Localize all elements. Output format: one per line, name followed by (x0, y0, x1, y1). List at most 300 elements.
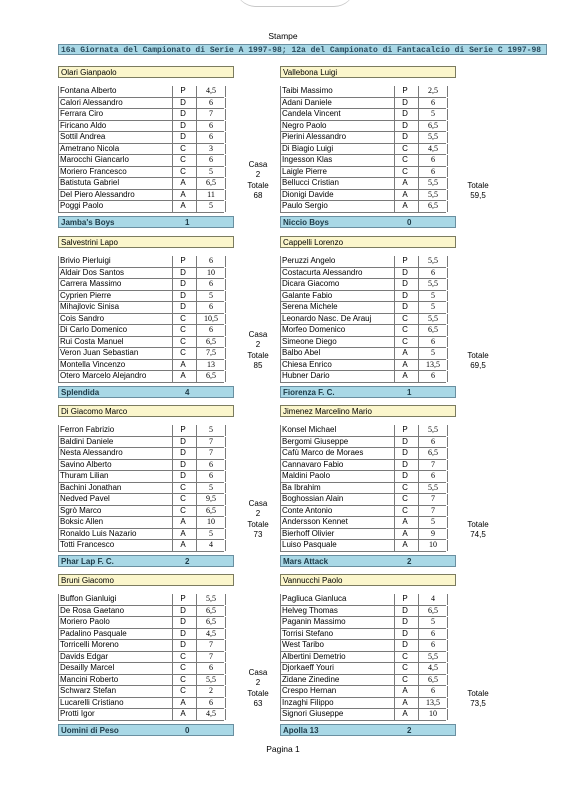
player-role: D (180, 617, 186, 626)
row-divider (172, 617, 173, 629)
player-row (280, 144, 446, 156)
row-divider (58, 483, 59, 495)
home-team-name: Jamba's Boys (61, 217, 115, 227)
player-vote: 5 (418, 617, 448, 628)
player-row (280, 675, 446, 687)
player-name: Taibi Massimo (282, 86, 333, 95)
away-total: 73,5 (470, 699, 486, 708)
player-row (280, 471, 446, 483)
home-team-result (58, 386, 234, 398)
home-total: 68 (253, 191, 263, 200)
player-role: C (180, 663, 186, 672)
player-name: Cois Sandro (60, 313, 105, 323)
row-divider (58, 302, 59, 314)
home-roster (58, 256, 224, 383)
row-divider (280, 606, 281, 618)
player-role: D (402, 302, 408, 311)
row-divider (172, 167, 173, 179)
row-divider (58, 494, 59, 506)
player-name: Baldini Daniele (60, 436, 114, 446)
row-divider (280, 640, 281, 652)
player-role: P (180, 86, 186, 95)
player-name: Candela Vincent (282, 109, 341, 118)
player-vote: 5,5 (196, 594, 226, 605)
player-role: D (180, 628, 186, 638)
player-row (280, 640, 446, 652)
row-divider (58, 86, 59, 98)
row-divider (280, 325, 281, 337)
player-row (280, 291, 446, 303)
row-divider (280, 144, 281, 156)
row-divider (58, 109, 59, 121)
casa-label: Casa (248, 159, 268, 169)
player-vote: 5 (196, 483, 226, 494)
away-total: 59,5 (470, 191, 486, 200)
player-vote: 5 (418, 517, 448, 528)
player-name: Torricelli Moreno (60, 640, 119, 649)
row-divider (172, 494, 173, 506)
player-name: Mihajlovic Sinisa (60, 302, 120, 311)
row-divider (280, 471, 281, 483)
player-vote: 11 (196, 190, 226, 201)
player-name: Di Biagio Luigi (282, 143, 334, 153)
row-divider (280, 437, 281, 449)
player-vote: 6,5 (418, 606, 448, 617)
player-name: Otero Marcelo Alejandro (60, 371, 147, 380)
row-divider (280, 190, 281, 202)
row-divider (172, 256, 173, 268)
row-divider (280, 517, 281, 529)
row-divider (394, 279, 395, 291)
player-vote: 13,5 (418, 698, 448, 709)
player-role: C (180, 143, 186, 153)
player-name: Protti Igor (60, 709, 95, 718)
player-row (58, 686, 224, 698)
player-row (280, 268, 446, 280)
player-vote: 6,5 (196, 506, 226, 517)
player-name: Ba Ibrahim (282, 482, 321, 492)
player-vote: 6 (418, 640, 448, 651)
row-divider (280, 314, 281, 326)
player-row (58, 471, 224, 483)
player-role: D (402, 448, 408, 457)
row-divider (58, 594, 59, 606)
player-row (58, 606, 224, 618)
player-row (58, 629, 224, 641)
player-name: Brivio Pierluigi (60, 256, 111, 265)
player-vote: 6 (196, 471, 226, 482)
row-divider (280, 178, 281, 190)
row-divider (58, 460, 59, 472)
player-row (58, 506, 224, 518)
row-divider (172, 98, 173, 110)
player-row (280, 709, 446, 721)
player-row (280, 201, 446, 213)
player-name: Totti Francesco (60, 540, 115, 549)
casa-value: 2 (255, 678, 261, 687)
player-role: C (180, 674, 186, 684)
row-divider (280, 132, 281, 144)
player-name: Chiesa Enrico (282, 359, 332, 369)
row-divider (172, 540, 173, 552)
row-divider (280, 268, 281, 280)
player-role: C (180, 313, 186, 323)
player-vote: 4 (418, 594, 448, 605)
row-divider (58, 314, 59, 326)
player-role: C (402, 143, 408, 153)
player-role: A (180, 528, 186, 538)
row-divider (58, 698, 59, 710)
player-vote: 10 (196, 268, 226, 279)
player-vote: 6 (418, 167, 448, 178)
away-roster (280, 86, 446, 213)
player-row (58, 178, 224, 190)
player-name: Conte Antonio (282, 505, 333, 515)
row-divider (280, 337, 281, 349)
row-divider (394, 178, 395, 190)
player-role: A (402, 189, 408, 199)
row-divider (394, 348, 395, 360)
player-name: Ingesson Klas (282, 155, 333, 164)
player-name: Negro Paolo (282, 120, 327, 130)
row-divider (394, 494, 395, 506)
row-divider (58, 348, 59, 360)
home-score: 2 (185, 556, 190, 566)
player-role: C (402, 651, 408, 661)
player-vote: 6 (196, 256, 226, 267)
row-divider (58, 337, 59, 349)
row-divider (394, 425, 395, 437)
player-name: Del Piero Alessandro (60, 189, 135, 199)
player-row (58, 348, 224, 360)
player-row (280, 256, 446, 268)
row-divider (394, 325, 395, 337)
player-row (58, 279, 224, 291)
row-divider (58, 291, 59, 303)
row-divider (172, 360, 173, 372)
player-vote: 5,5 (418, 425, 448, 436)
row-divider (394, 483, 395, 495)
player-name: Bierhoff Olivier (282, 528, 335, 538)
row-divider (172, 709, 173, 721)
row-divider (172, 348, 173, 360)
player-name: Simeone Diego (282, 336, 337, 346)
player-vote: 2 (196, 686, 226, 697)
player-name: Albertini Demetrio (282, 651, 346, 661)
player-role: A (180, 540, 186, 549)
player-row (58, 144, 224, 156)
player-row (58, 448, 224, 460)
away-score: 1 (407, 387, 412, 397)
player-name: Konsel Michael (282, 425, 337, 434)
player-role: A (180, 178, 186, 187)
row-divider (58, 256, 59, 268)
player-role: A (180, 189, 186, 199)
player-vote: 4,5 (196, 629, 226, 640)
player-name: Aldair Dos Santos (60, 267, 125, 277)
row-divider (394, 617, 395, 629)
player-vote: 6 (418, 437, 448, 448)
player-role: D (180, 640, 186, 649)
player-role: C (402, 166, 408, 176)
player-vote: 5 (196, 529, 226, 540)
player-row (280, 663, 446, 675)
player-name: Sottil Andrea (60, 132, 106, 141)
player-row (280, 698, 446, 710)
row-divider (58, 652, 59, 664)
row-divider (172, 529, 173, 541)
player-row (58, 132, 224, 144)
player-role: D (180, 302, 186, 311)
row-divider (394, 629, 395, 641)
row-divider (394, 121, 395, 133)
row-divider (58, 144, 59, 156)
player-row (280, 190, 446, 202)
row-divider (58, 155, 59, 167)
player-name: Paganin Massimo (282, 617, 346, 626)
player-role: C (402, 336, 408, 346)
player-role: D (402, 628, 408, 638)
player-name: Padalino Pasquale (60, 628, 127, 638)
row-divider (394, 201, 395, 213)
player-name: Cannavaro Fabio (282, 459, 344, 469)
row-divider (172, 291, 173, 303)
row-divider (394, 652, 395, 664)
player-name: Moriero Paolo (60, 617, 110, 626)
player-role: A (402, 178, 408, 187)
player-row (58, 517, 224, 529)
row-divider (394, 448, 395, 460)
player-row (280, 617, 446, 629)
row-divider (280, 629, 281, 641)
player-role: C (402, 505, 408, 515)
row-divider (172, 698, 173, 710)
player-row (280, 529, 446, 541)
player-row (280, 425, 446, 437)
player-row (58, 640, 224, 652)
player-name: Helveg Thomas (282, 605, 338, 615)
player-vote: 6,5 (196, 617, 226, 628)
player-role: D (180, 290, 186, 300)
row-divider (280, 425, 281, 437)
row-divider (58, 529, 59, 541)
player-row (280, 540, 446, 552)
away-score: 0 (407, 217, 412, 227)
row-divider (394, 506, 395, 518)
player-name: Pierini Alessandro (282, 132, 347, 141)
player-row (280, 348, 446, 360)
player-name: Serena Michele (282, 302, 338, 311)
player-row (280, 686, 446, 698)
player-row (58, 663, 224, 675)
player-name: Ronaldo Luis Nazario (60, 528, 137, 538)
player-name: Dionigi Davide (282, 189, 334, 199)
player-vote: 6,5 (196, 606, 226, 617)
player-row (280, 86, 446, 98)
player-vote: 7 (196, 640, 226, 651)
player-vote: 4 (196, 540, 226, 551)
player-role: D (402, 290, 408, 300)
row-divider (172, 132, 173, 144)
player-role: D (180, 97, 186, 107)
player-name: Andersson Kennet (282, 517, 348, 526)
home-manager-name: Salvestrini Lapo (58, 236, 234, 248)
player-role: D (402, 617, 408, 626)
row-divider (172, 594, 173, 606)
player-vote: 5 (196, 201, 226, 212)
page-edge-decoration (235, 0, 355, 7)
player-name: Carrera Massimo (60, 279, 122, 288)
player-role: P (180, 256, 186, 265)
row-divider (280, 506, 281, 518)
row-divider (394, 132, 395, 144)
player-name: Cafù Marco de Moraes (282, 448, 364, 457)
casa-value: 2 (255, 509, 261, 518)
player-name: Zidane Zinedine (282, 674, 340, 684)
player-role: A (402, 371, 408, 380)
row-divider (394, 675, 395, 687)
player-name: Adani Daniele (282, 97, 332, 107)
player-row (280, 132, 446, 144)
player-row (280, 360, 446, 372)
home-manager-name: Bruni Giacomo (58, 574, 234, 586)
player-role: C (180, 505, 186, 515)
row-divider (58, 629, 59, 641)
away-roster (280, 256, 446, 383)
player-vote: 5,5 (418, 132, 448, 143)
player-row (58, 483, 224, 495)
player-row (280, 594, 446, 606)
player-row (280, 437, 446, 449)
player-role: C (180, 155, 186, 164)
player-vote: 13,5 (418, 360, 448, 371)
player-role: A (402, 348, 408, 357)
player-row (280, 606, 446, 618)
player-name: Ametrano Nicola (60, 143, 120, 153)
row-divider (58, 325, 59, 337)
row-divider (58, 471, 59, 483)
player-row (58, 540, 224, 552)
player-vote: 6 (418, 629, 448, 640)
player-vote: 7 (196, 437, 226, 448)
player-role: A (180, 697, 186, 707)
player-vote: 6 (418, 98, 448, 109)
player-role: D (402, 132, 408, 141)
player-role: D (402, 120, 408, 130)
row-divider (394, 98, 395, 110)
player-role: C (180, 166, 186, 176)
player-role: C (180, 325, 186, 334)
player-name: Nedved Pavel (60, 494, 110, 503)
player-vote: 6,5 (418, 448, 448, 459)
player-row (280, 325, 446, 337)
home-roster (58, 86, 224, 213)
player-row (58, 314, 224, 326)
player-name: Davids Edgar (60, 651, 109, 661)
player-row (58, 709, 224, 721)
home-score: 1 (185, 217, 190, 227)
player-row (58, 86, 224, 98)
player-vote: 10 (418, 709, 448, 720)
player-row (280, 279, 446, 291)
row-divider (280, 256, 281, 268)
player-role: D (180, 459, 186, 469)
player-vote: 6 (418, 337, 448, 348)
player-name: Ferron Fabrizio (60, 425, 115, 434)
player-name: Savino Alberto (60, 459, 112, 469)
row-divider (394, 371, 395, 383)
row-divider (394, 337, 395, 349)
row-divider (280, 109, 281, 121)
player-vote: 5,5 (418, 178, 448, 189)
player-row (58, 201, 224, 213)
player-name: Signori Giuseppe (282, 709, 344, 718)
row-divider (394, 460, 395, 472)
home-manager-name: Di Giacomo Marco (58, 405, 234, 417)
row-divider (58, 617, 59, 629)
player-vote: 6 (418, 155, 448, 166)
player-row (58, 291, 224, 303)
player-vote: 6,5 (418, 121, 448, 132)
row-divider (172, 606, 173, 618)
player-vote: 3 (196, 144, 226, 155)
home-total-label: Totale (247, 180, 269, 190)
player-role: A (402, 359, 408, 369)
player-row (280, 337, 446, 349)
away-manager-name: Vannucchi Paolo (280, 574, 456, 586)
player-role: C (402, 313, 408, 323)
row-divider (394, 155, 395, 167)
player-row (58, 268, 224, 280)
player-name: Veron Juan Sebastian (60, 348, 139, 357)
home-total-label: Totale (247, 688, 269, 698)
player-role: D (180, 605, 186, 615)
row-divider (394, 517, 395, 529)
player-name: Torrisi Stefano (282, 628, 334, 638)
row-divider (58, 675, 59, 687)
player-role: A (402, 697, 408, 707)
row-divider (394, 471, 395, 483)
player-row (58, 437, 224, 449)
away-team-name: Fiorenza F. C. (283, 387, 335, 397)
row-divider (280, 360, 281, 372)
row-divider (394, 709, 395, 721)
player-vote: 5 (196, 425, 226, 436)
player-role: A (402, 540, 408, 549)
row-divider (394, 529, 395, 541)
player-name: Laigle Pierre (282, 166, 327, 176)
player-row (280, 178, 446, 190)
player-vote: 5,5 (418, 279, 448, 290)
player-vote: 6 (196, 155, 226, 166)
player-name: Lucarelli Cristiano (60, 697, 124, 707)
casa-value: 2 (255, 170, 261, 179)
player-vote: 7 (418, 494, 448, 505)
player-name: West Taribo (282, 640, 324, 649)
player-vote: 6 (418, 471, 448, 482)
player-name: Costacurta Alessandro (282, 267, 363, 277)
player-name: Boghossian Alain (282, 494, 344, 503)
home-roster (58, 425, 224, 552)
row-divider (172, 109, 173, 121)
row-divider (58, 640, 59, 652)
row-divider (280, 540, 281, 552)
player-row (58, 256, 224, 268)
player-role: C (180, 336, 186, 346)
row-divider (172, 314, 173, 326)
player-role: C (180, 494, 186, 503)
player-name: Bachini Jonathan (60, 482, 122, 492)
